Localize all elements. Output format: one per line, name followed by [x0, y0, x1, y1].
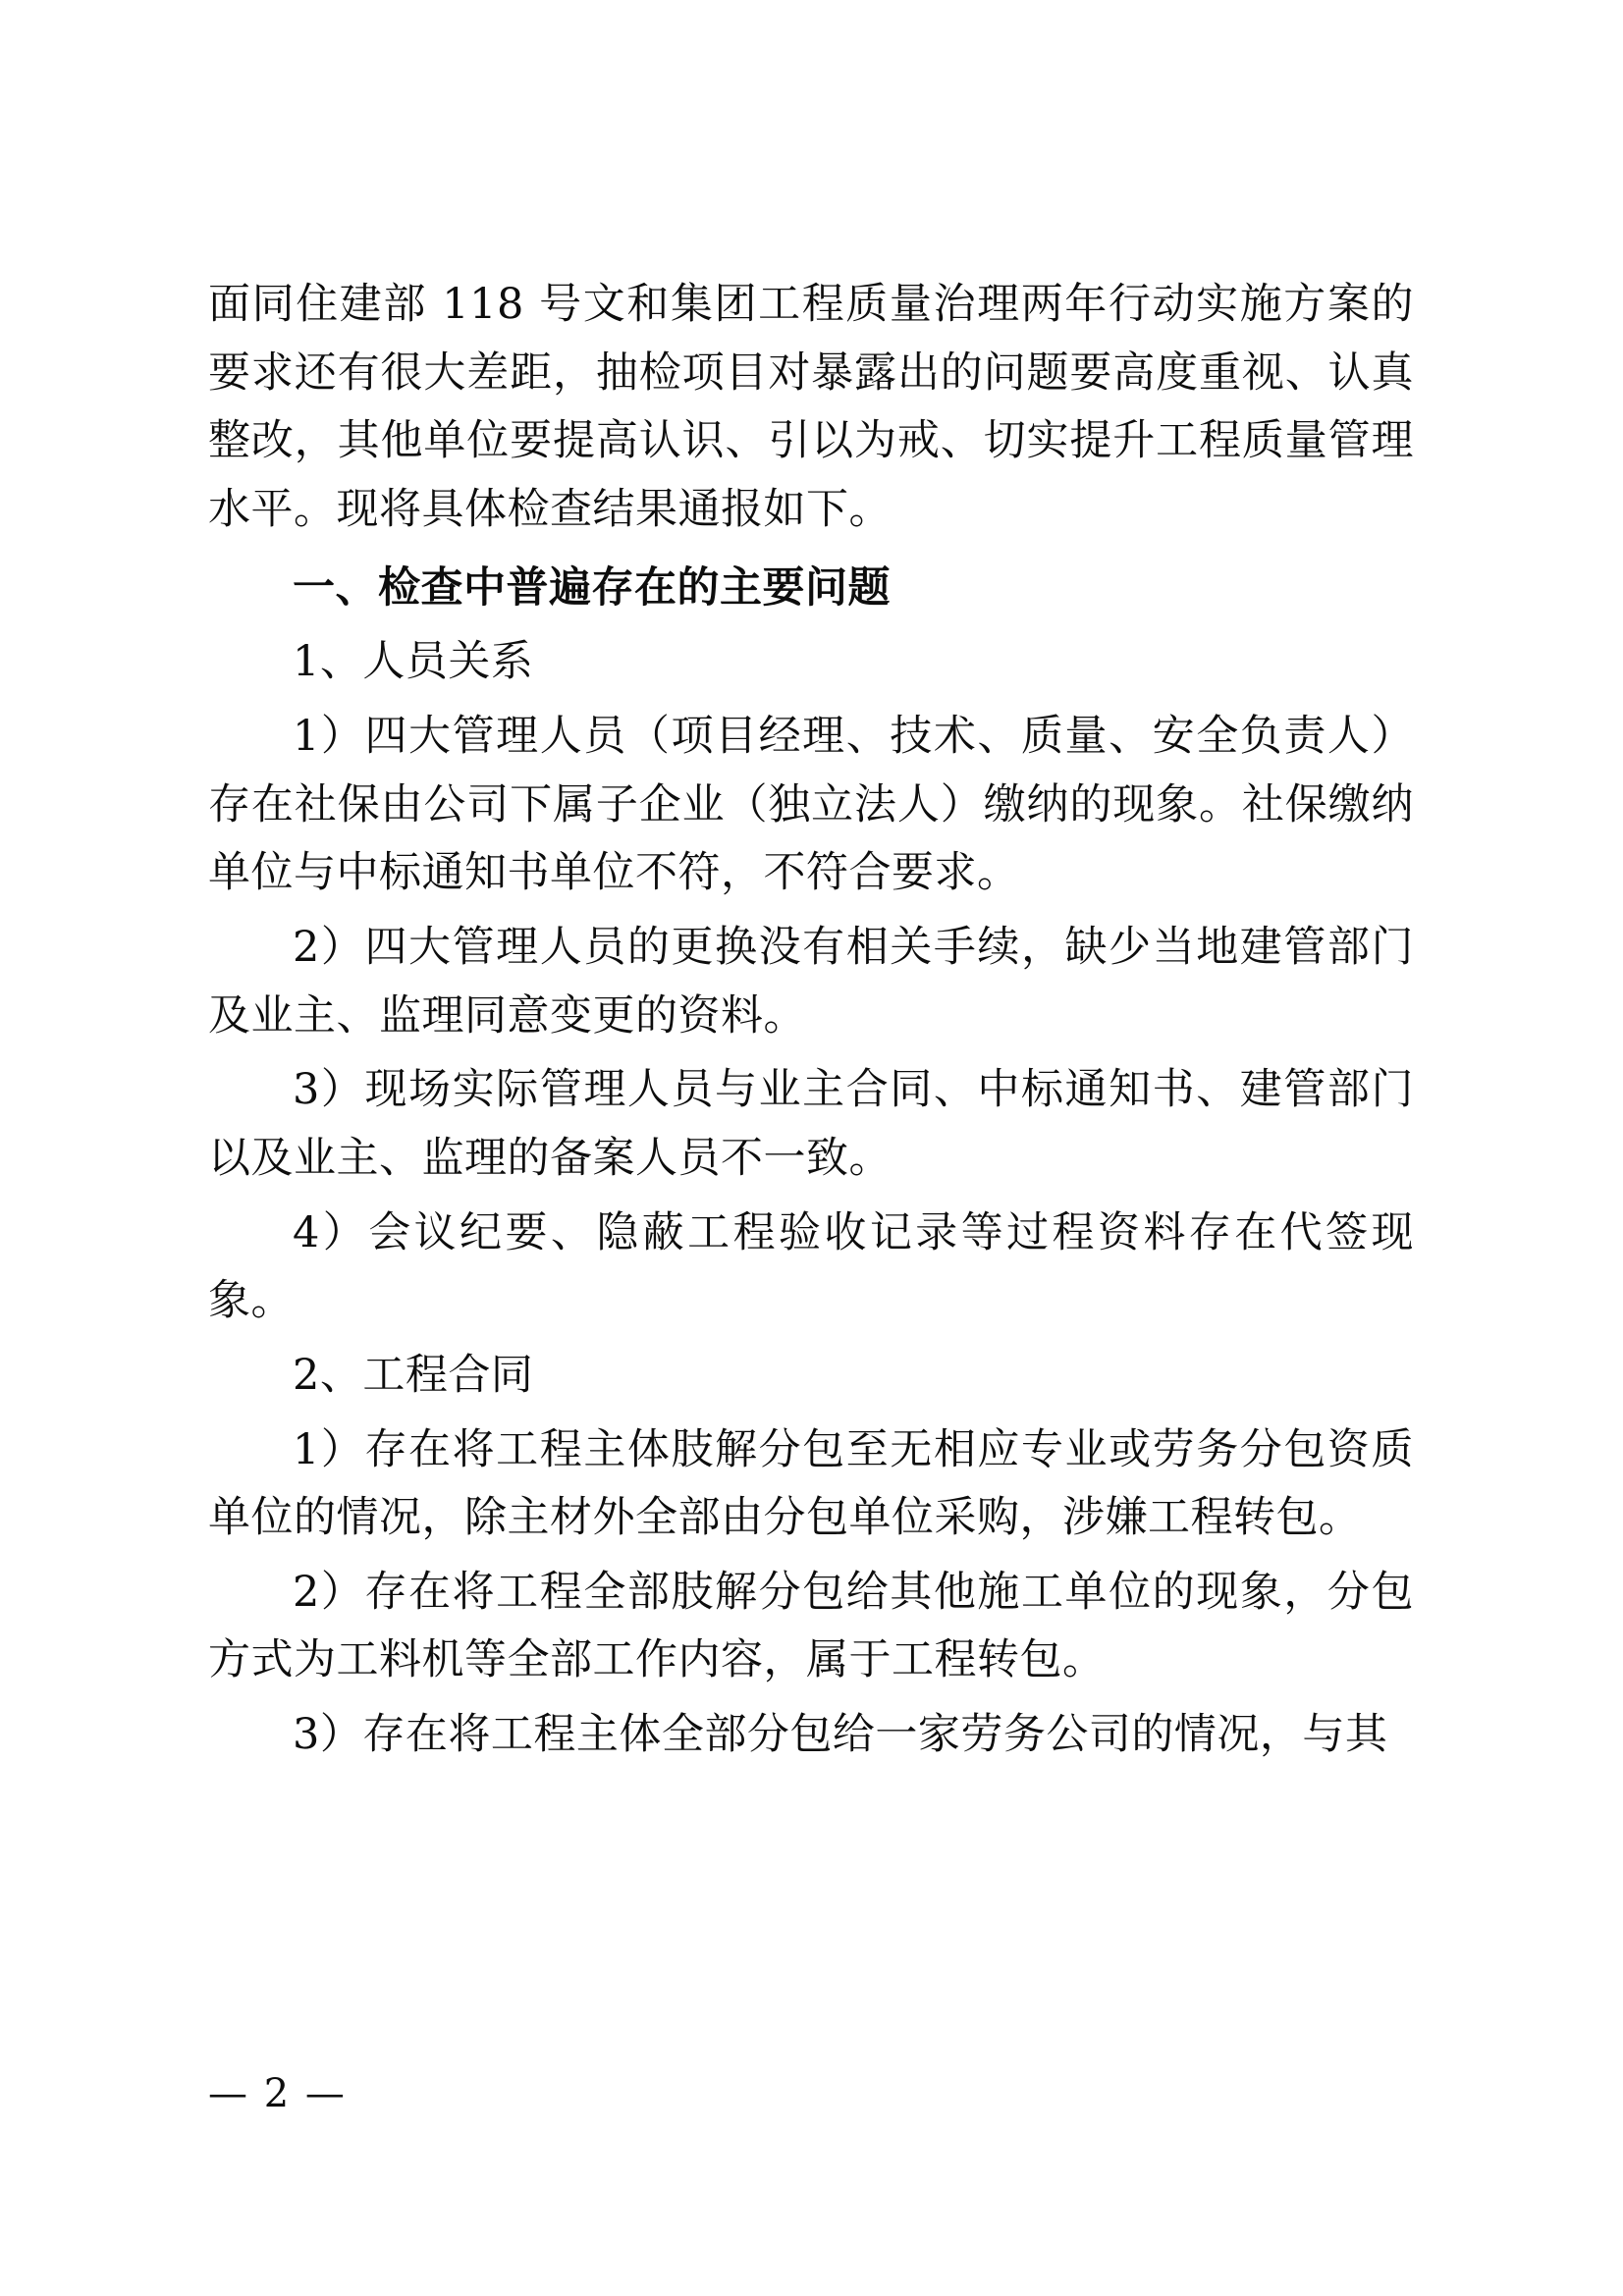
section-heading: 一、检查中普遍存在的主要问题 — [293, 562, 891, 613]
opening-paragraph: 面同住建部 118 号文和集团工程质量治理两年行动实施方案的要求还有很大差距，抽检项目对暴露出的问题要高度重视、认真整改，其他单位要提高认识、引以为戒、切实提升工程质量管理水平。现将具体检查结果通报如下。 — [208, 280, 1414, 534]
item-1-2: 2）四大管理人员的更换没有相关手续，缺少当地建管部门及业主、监理同意变更的资料。 — [208, 922, 1414, 1041]
document-body — [208, 271, 1414, 1776]
item-2-3: 3）存在将工程主体全部分包给一家劳务公司的情况，与其 — [293, 1710, 1388, 1760]
item-2-2: 2）存在将工程全部肢解分包给其他施工单位的现象，分包方式为工料机等全部工作内容，属于工程转包。 — [208, 1567, 1414, 1685]
item-1-4: 4）会议纪要、隐蔽工程验收记录等过程资料存在代签现象。 — [208, 1207, 1414, 1326]
item-2-1: 1）存在将工程主体肢解分包至无相应专业或劳务分包资质单位的情况，除主材外全部由分包单位采购，涉嫌工程转包。 — [208, 1424, 1414, 1543]
page-number: — 2 — — [208, 2071, 347, 2116]
item-2-title: 2、工程合同 — [293, 1350, 534, 1400]
item-1-title: 1、人员关系 — [293, 637, 534, 687]
item-1-3: 3）现场实际管理人员与业主合同、中标通知书、建管部门以及业主、监理的备案人员不一致。 — [208, 1065, 1414, 1183]
item-1-1: 1）四大管理人员（项目经理、技术、质量、安全负责人）存在社保由公司下属子企业（独立法人）缴纳的现象。社保缴纳单位与中标通知书单位不符，不符合要求。 — [208, 711, 1414, 898]
